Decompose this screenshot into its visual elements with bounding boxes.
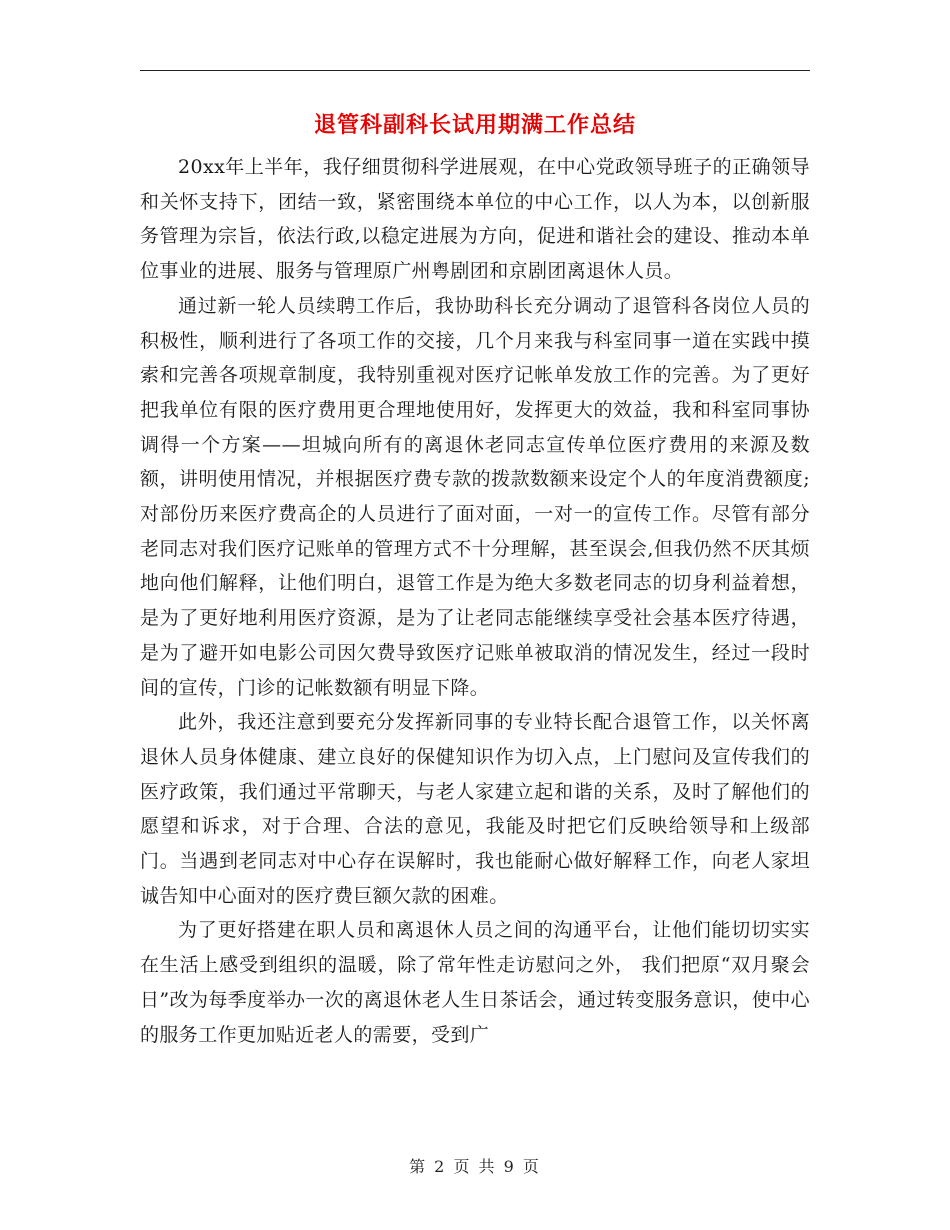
page-number-footer: 第 2 页 共 9 页 — [409, 1157, 541, 1176]
paragraph-2: 通过新一轮人员续聘工作后，我协助科长充分调动了退管科各岗位人员的积极性，顺利进行了各项工作的交接，几个月来我与科室同事一道在实践中摸索和完善各项规章制度，我特别重视对医疗记帐单发放工作的完善。为了更好把我单位有限的医疗费用更合理地使用好，发挥更大的效益，我和科室同事协调得一个方案——坦城向所有的离退休老同志宣传单位医疗费用的来源及数额，讲明使用情况，并根据医疗费专款的拨款数额来设定个人的年度消费额度;对部份历来医疗费高企的人员进行了面对面，一对一的宣传工作。尽管有部分老同志对我们医疗记账单的管理方式不十分理解，甚至误会,但我仍然不厌其烦地向他们解释，让他们明白，退管工作是为绝大多数老同志的切身利益着想，是为了更好地利用医疗资源，是为了让老同志能继续享受社会基本医疗待遇，是为了避开如电影公司因欠费导致医疗记账单被取消的情况发生，经过一段时间的宣传，门诊的记帐数额有明显下降。 — [140, 294, 810, 699]
paragraph-3: 此外，我还注意到要充分发挥新同事的专业特长配合退管工作，以关怀离退休人员身体健康、建立良好的保健知识作为切入点，上门慰问及宣传我们的医疗政策，我们通过平常聊天，与老人家建立起和谐的关系，及时了解他们的愿望和诉求，对于合理、合法的意见，我能及时把它们反映给领导和上级部门。当遇到老同志对中心存在误解时，我也能耐心做好解释工作，向老人家坦诚告知中心面对的医疗费巨额欠款的困难。 — [140, 711, 810, 907]
document-body — [140, 150, 810, 1052]
header-rule — [140, 70, 810, 71]
paragraph-1: 20xx年上半年，我仔细贯彻科学进展观，在中心党政领导班子的正确领导和关怀支持下，团结一致，紧密围绕本单位的中心工作，以人为本，以创新服务管理为宗旨，依法行政,以稳定进展为方向，促进和谐社会的建设、推动本单位事业的进展、服务与管理原广州粤剧团和京剧团离退休人员。 — [140, 156, 810, 283]
paragraph-4: 为了更好搭建在职人员和离退休人员之间的沟通平台，让他们能切切实实在生活上感受到组织的温暖，除了常年性走访慰问之外， 我们把原“双月聚会日”改为每季度举办一次的离退休老人生日茶话会，通过转变服务意识，使中心的服务工作更加贴近老人的需要，受到广 — [140, 919, 810, 1046]
document-title: 退管科副科长试用期满工作总结 — [313, 112, 636, 138]
